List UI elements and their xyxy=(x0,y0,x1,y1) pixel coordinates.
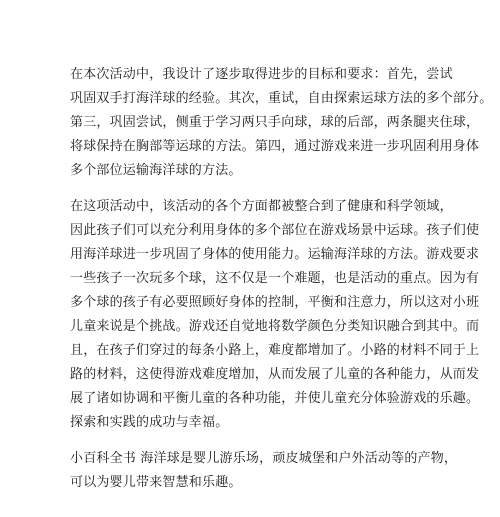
text-line: 可以为婴儿带来智慧和乐趣。 xyxy=(70,475,242,490)
text-line: 巩固双手打海洋球的经验。其次，重试，自由探索运球方法的多个部分。 xyxy=(70,91,493,106)
text-line: 因此孩子们可以充分利用身体的多个部位在游戏场景中运球。孩子们使 xyxy=(70,223,480,238)
text-line: 在这项活动中，该活动的各个方面都被整合到了健康和科学领域， xyxy=(70,199,453,214)
text-line: 探索和实践的成功与幸福。 xyxy=(70,415,229,430)
text-line: 小百科全书 海洋球是婴儿游乐场，顽皮城堡和户外活动等的产物， xyxy=(70,451,458,466)
document-body xyxy=(70,63,493,495)
text-line: 多个球的孩子有必要照顾好身体的控制，平衡和注意力，所以这对小班 xyxy=(70,295,480,310)
text-line: 且，在孩子们穿过的每条小路上，难度都增加了。小路的材料不同于上 xyxy=(70,343,480,358)
text-line: 儿童来说是个挑战。游戏还自觉地将数学颜色分类知识融合到其中。而 xyxy=(70,319,480,334)
text-line: 路的材料，这使得游戏难度增加，从而发展了儿童的各种能力，从而发 xyxy=(70,367,480,382)
text-line: 多个部位运输海洋球的方法。 xyxy=(70,163,242,178)
text-line: 第三，巩固尝试，侧重于学习两只手向球，球的后部，两条腿夹住球， xyxy=(70,115,480,130)
paragraph-activity-goals xyxy=(70,63,493,183)
text-line: 用海洋球进一步巩固了身体的使用能力。运输海洋球的方法。游戏要求 xyxy=(70,247,480,262)
text-line: 一些孩子一次玩多个球，这不仅是一个难题，也是活动的重点。因为有 xyxy=(70,271,480,286)
text-line: 将球保持在胸部等运球的方法。第四，通过游戏来进一步巩固利用身体 xyxy=(70,139,480,154)
paragraph-activity-integration xyxy=(70,195,480,435)
text-line: 在本次活动中，我设计了逐步取得进步的目标和要求：首先，尝试 xyxy=(70,67,453,82)
paragraph-encyclopedia-note xyxy=(70,447,458,495)
text-line: 展了诸如协调和平衡儿童的各种功能，并使儿童充分体验游戏的乐趣。 xyxy=(70,391,480,406)
